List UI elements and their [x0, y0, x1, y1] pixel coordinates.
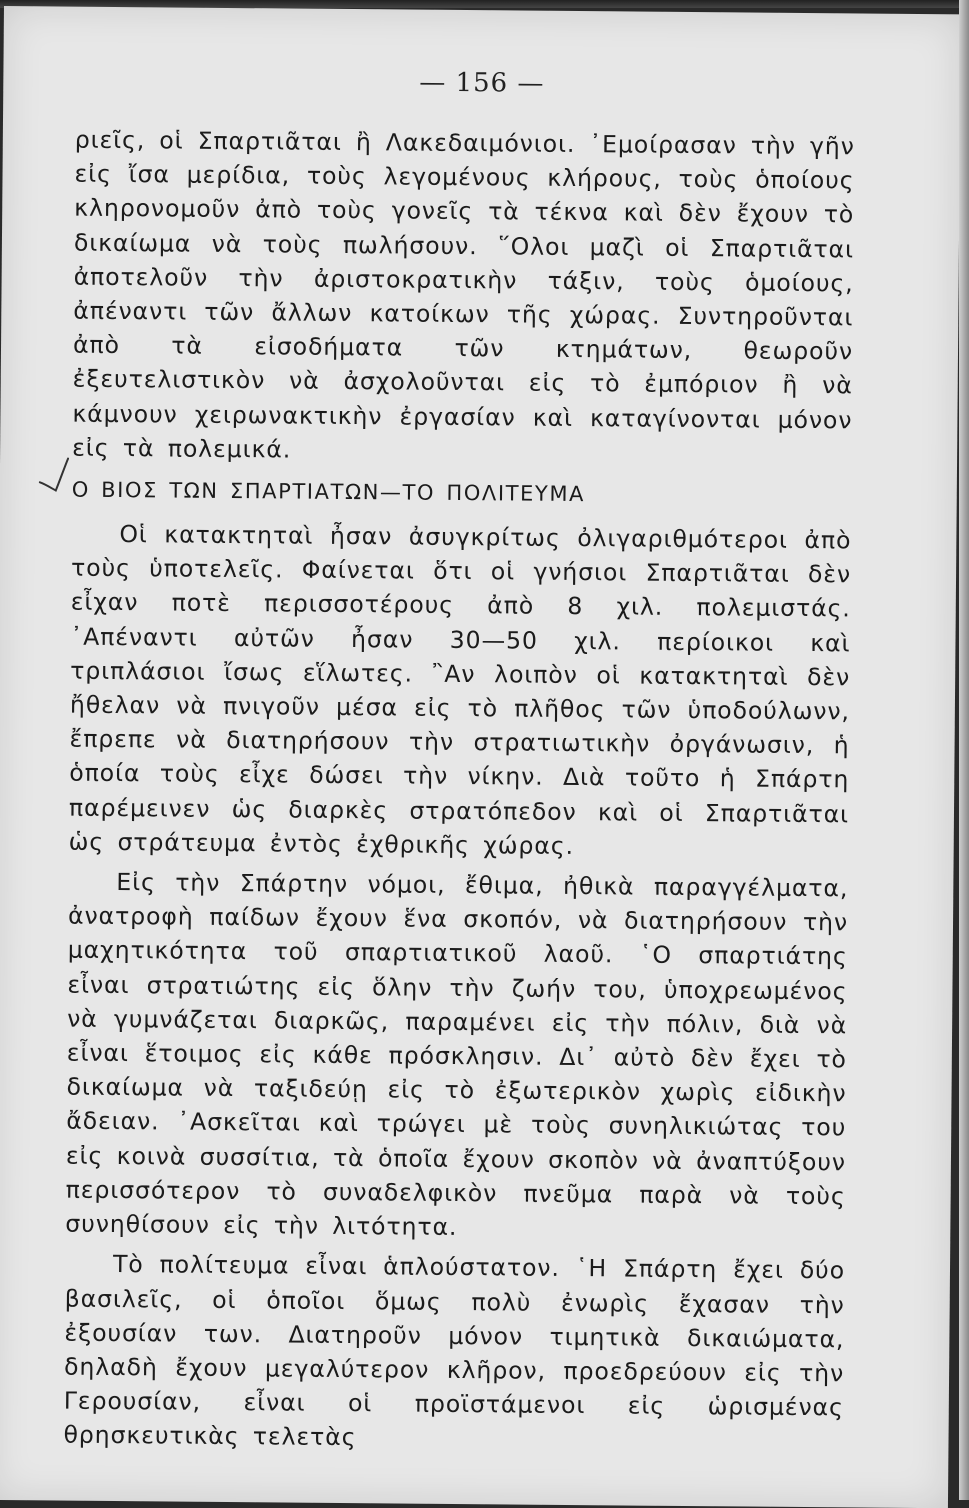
page-edge: [959, 0, 969, 1500]
paragraph: Εἰς τὴν Σπάρτην νόμοι, ἔθιμα, ἠθικὰ παραγγέλματα, ἀνατροφὴ παίδων ἔχουν ἕνα σκοπόν, νὰ διατηρήσουν τὴν μαχητικότητα τοῦ σπαρτιατικοῦ λαοῦ. ῾Ο σπαρτιάτης εἶναι στρατιώτης εἰς ὅλην τὴν ζωήν του, ὑποχρεωμένος νὰ γυμνάζεται διαρκῶς, παραμένει εἰς τὴν πόλιν, διὰ νὰ εἶναι ἕτοιμος εἰς κάθε πρόσκλησιν. Δι᾿ αὐτὸ δὲν ἔχει τὸ δικαίωμα νὰ ταξιδεύῃ εἰς τὸ ἐξωτερικὸν χωρὶς εἰδικὴν ἄδειαν. ᾿Ασκεῖται καὶ τρώγει μὲ τοὺς συνηλικιώτας του εἰς κοινὰ συσσίτια, τὰ ὁποῖα ἔχουν σκοπὸν νὰ ἀναπτύξουν περισσότερον τὸ συναδελφικὸν πνεῦμα παρὰ νὰ τοὺς συνηθίσουν εἰς τὴν λιτότητα.: [65, 868, 849, 1242]
paragraph: Τὸ πολίτευμα εἶναι ἁπλούστατον. ῾Η Σπάρτη ἔχει δύο βασιλεῖς, οἱ ὁποῖοι ὅμως πολὺ ἐνωρὶς ἔχασαν τὴν ἐξουσίαν των. Διατηροῦν μόνον τιμητικὰ δικαιώματα, δηλαδὴ ἔχουν μεγαλύτερον κλῆρον, προεδρεύουν εἰς τὴν Γερουσίαν, εἶναι οἱ προϊστάμενοι εἰς ὡρισμένας θρησκευτικὰς τελετὰς: [63, 1250, 846, 1452]
section-heading-text: Ο ΒΙΟΣ ΤΩΝ ΣΠΑΡΤΙΑΤΩΝ—ΤΟ ΠΟΛΙΤΕΥΜΑ: [71, 477, 586, 507]
check-mark-icon: [38, 456, 78, 496]
paragraph: Οἱ κατακτηταὶ ἦσαν ἀσυγκρίτως ὀλιγαριθμότεροι ἀπὸ τοὺς ὑποτελεῖς. Φαίνεται ὅτι οἱ γνήσιοι Σπαρτιᾶται δὲν εἶχαν ποτὲ περισσοτέρους ἀπὸ 8 χιλ. πολεμιστάς. ᾿Απέναντι αὐτῶν ἦσαν 30—50 χιλ. περίοικοι καὶ τριπλάσιοι ἴσως εἵλωτες. ῍Αν λοιπὸν οἱ κατακτηταὶ δὲν ἤθελαν νὰ πνιγοῦν μέσα εἰς τὸ πλῆθος τῶν ὑποδούλωνν, ἔπρεπε νὰ διατηρήσουν τὴν στρατιωτικὴν ὀργάνωσιν, ἡ ὁποία τοὺς εἶχε δώσει τὴν νίκην. Διὰ τοῦτο ἡ Σπάρτη παρέμεινεν ὡς διαρκὲς στρατόπεδον καὶ οἱ Σπαρτιᾶται ὡς στράτευμα ἐντὸς ἐχθρικῆς χώρας.: [68, 520, 852, 860]
book-page: [0, 6, 961, 1508]
paragraph-continued: ριεῖς, οἱ Σπαρτιᾶται ἢ Λακεδαιμόνιοι. ᾿Εμοίρασαν τὴν γῆν εἰς ἴσα μερίδια, τοὺς λεγομένους κλήρους, τοὺς ὁποίους κληρονομοῦν ἀπὸ τοὺς γονεῖς τὰ τέκνα καὶ δὲν ἔχουν τὸ δικαίωμα νὰ τοὺς πωλήσουν. ῞Ολοι μαζὶ οἱ Σπαρτιᾶται ἀποτελοῦν τὴν ἀριστοκρατικὴν τάξιν, τοὺς ὁμοίους, ἀπέναντι τῶν ἄλλων κατοίκων τῆς χώρας. Συντηροῦνται ἀπὸ τὰ εἰσοδήματα τῶν κτημάτων, θεωροῦν ἐξευτελιστικὸν νὰ ἀσχολοῦνται εἰς τὸ ἐμπόριον ἢ νὰ κάμνουν χειρωνακτικὴν ἐργασίαν καὶ καταγίνονται μόνον εἰς τὰ πολεμικά.: [72, 125, 855, 464]
page-body: [63, 123, 855, 1459]
section-heading: [72, 475, 852, 512]
page-number: — 156 —: [419, 67, 545, 99]
